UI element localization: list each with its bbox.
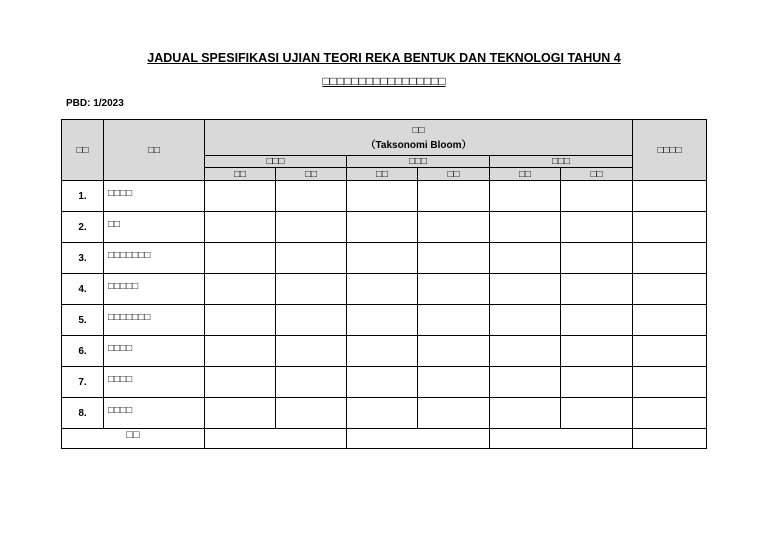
table-cell[interactable]: [561, 336, 633, 367]
table-cell[interactable]: [633, 212, 707, 243]
table-cell[interactable]: [418, 398, 490, 429]
row-number: 1.: [62, 181, 104, 212]
table-cell[interactable]: [633, 274, 707, 305]
header-group: □□□: [205, 156, 347, 168]
table-cell[interactable]: [205, 274, 276, 305]
table-cell[interactable]: [561, 305, 633, 336]
table-row: [62, 212, 707, 243]
document-title: JADUAL SPESIFIKASI UJIAN TEORI REKA BENTUK DAN TEKNOLOGI TAHUN 4: [147, 51, 621, 65]
table-cell[interactable]: [561, 398, 633, 429]
header-level-line2: （Taksonomi Bloom）: [365, 139, 472, 151]
row-topic: □□□□: [104, 367, 205, 398]
table-cell[interactable]: [633, 181, 707, 212]
header-number: □□: [62, 120, 104, 181]
table-row: [62, 367, 707, 398]
total-row: [62, 429, 707, 449]
row-topic: □□□□□□□: [104, 305, 205, 336]
table-cell[interactable]: [418, 367, 490, 398]
table-cell[interactable]: [347, 398, 418, 429]
row-topic: □□□□□□□: [104, 243, 205, 274]
table-cell[interactable]: [633, 367, 707, 398]
header-subgroup: □□: [205, 168, 276, 181]
table-cell[interactable]: [276, 212, 347, 243]
table-row: [62, 336, 707, 367]
row-topic: □□□□□: [104, 274, 205, 305]
table-cell[interactable]: [418, 274, 490, 305]
header-subgroup: □□: [561, 168, 633, 181]
table-cell[interactable]: [490, 398, 561, 429]
table-cell[interactable]: [205, 367, 276, 398]
header-topic: □□: [104, 120, 205, 181]
total-cell[interactable]: [490, 429, 633, 449]
table-cell[interactable]: [561, 367, 633, 398]
header-group: □□□: [490, 156, 633, 168]
table-cell[interactable]: [633, 305, 707, 336]
row-topic: □□□□: [104, 181, 205, 212]
table-cell[interactable]: [205, 181, 276, 212]
header-subgroup: □□: [490, 168, 561, 181]
table-cell[interactable]: [490, 181, 561, 212]
table-row: [62, 243, 707, 274]
table-cell[interactable]: [347, 243, 418, 274]
table-cell[interactable]: [561, 243, 633, 274]
table-cell[interactable]: [418, 305, 490, 336]
header-subgroup: □□: [418, 168, 490, 181]
table-cell[interactable]: [490, 336, 561, 367]
row-topic: □□: [104, 212, 205, 243]
header-group: □□□: [347, 156, 490, 168]
table-row: [62, 398, 707, 429]
table-cell[interactable]: [205, 212, 276, 243]
total-cell[interactable]: [205, 429, 347, 449]
table-cell[interactable]: [561, 212, 633, 243]
table-cell[interactable]: [561, 181, 633, 212]
header-level: [205, 120, 633, 156]
table-cell[interactable]: [205, 336, 276, 367]
header-total: □□□□: [633, 120, 707, 181]
table-cell[interactable]: [205, 305, 276, 336]
table-cell[interactable]: [276, 367, 347, 398]
row-number: 8.: [62, 398, 104, 429]
row-topic: □□□□: [104, 336, 205, 367]
table-cell[interactable]: [276, 274, 347, 305]
row-number: 2.: [62, 212, 104, 243]
row-number: 5.: [62, 305, 104, 336]
table-cell[interactable]: [276, 243, 347, 274]
table-cell[interactable]: [490, 243, 561, 274]
table-cell[interactable]: [347, 274, 418, 305]
table-cell[interactable]: [347, 181, 418, 212]
row-number: 6.: [62, 336, 104, 367]
table-row: [62, 274, 707, 305]
table-row: [62, 305, 707, 336]
table-cell[interactable]: [490, 212, 561, 243]
table-cell[interactable]: [490, 274, 561, 305]
table-cell[interactable]: [205, 398, 276, 429]
total-cell[interactable]: [347, 429, 490, 449]
row-topic: □□□□: [104, 398, 205, 429]
table-cell[interactable]: [347, 336, 418, 367]
total-cell[interactable]: [633, 429, 707, 449]
row-number: 4.: [62, 274, 104, 305]
specification-table: [61, 119, 707, 449]
table-cell[interactable]: [490, 305, 561, 336]
table-cell[interactable]: [561, 274, 633, 305]
document-subtitle: □□□□□□□□□□□□□□□□□: [322, 74, 446, 88]
header-subgroup: □□: [347, 168, 418, 181]
row-number: 3.: [62, 243, 104, 274]
table-cell[interactable]: [347, 367, 418, 398]
table-cell[interactable]: [418, 212, 490, 243]
table-cell[interactable]: [205, 243, 276, 274]
table-cell[interactable]: [347, 212, 418, 243]
total-label: □□: [62, 429, 205, 449]
table-cell[interactable]: [490, 367, 561, 398]
table-cell[interactable]: [276, 336, 347, 367]
table-cell[interactable]: [633, 336, 707, 367]
header-level-line1: □□: [412, 124, 425, 136]
table-cell[interactable]: [276, 398, 347, 429]
table-cell[interactable]: [347, 305, 418, 336]
table-row: [62, 181, 707, 212]
table-cell[interactable]: [276, 305, 347, 336]
table-cell[interactable]: [418, 243, 490, 274]
table-cell[interactable]: [633, 398, 707, 429]
row-number: 7.: [62, 367, 104, 398]
pbd-label: PBD: 1/2023: [66, 98, 124, 109]
table-cell[interactable]: [418, 336, 490, 367]
table-cell[interactable]: [418, 181, 490, 212]
table-cell[interactable]: [276, 181, 347, 212]
table-cell[interactable]: [633, 243, 707, 274]
header-subgroup: □□: [276, 168, 347, 181]
